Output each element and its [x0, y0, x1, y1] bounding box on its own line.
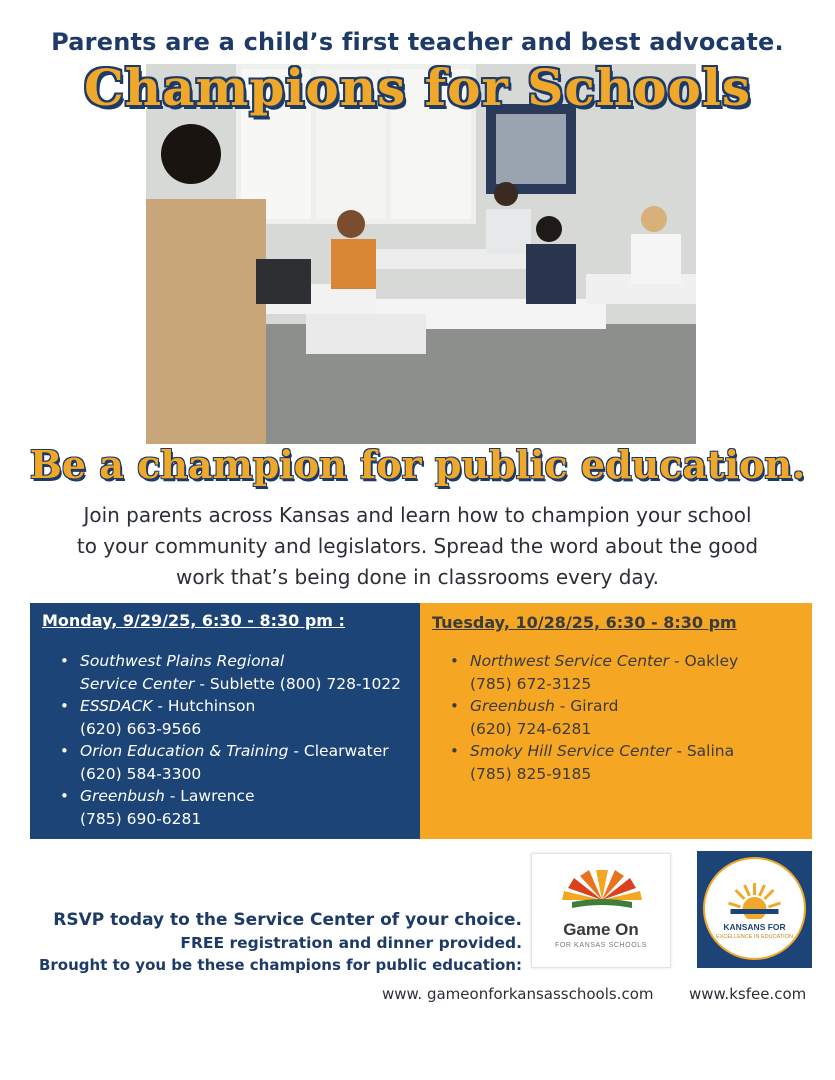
bullet-icon: • — [60, 787, 69, 805]
game-on-url[interactable]: www. gameonforkansasschools.com — [382, 985, 654, 1003]
bullet-icon: • — [450, 697, 459, 715]
venue-city: - Hutchinson — [152, 697, 256, 715]
venue-name: Smoky Hill Service Center — [470, 742, 672, 760]
bullet-icon: • — [450, 652, 459, 670]
venue-city: - Sublette — [194, 674, 275, 693]
venue-phone: (800) 728-1022 — [274, 674, 402, 693]
venue-name: Southwest Plains Regional — [80, 652, 285, 670]
venue-name: Service Center — [80, 674, 195, 693]
intro-line: Join parents across Kansas and learn how to champion your school — [83, 503, 752, 527]
bullet-icon: • — [60, 652, 69, 670]
venue-phone: (785) 825-9185 — [470, 764, 592, 783]
list-item — [58, 650, 408, 695]
venue-city: - Oakley — [669, 652, 739, 670]
venue-city: - Lawrence — [164, 787, 255, 805]
intro-line: work that’s being done in classrooms every day. — [176, 565, 659, 589]
list-item — [448, 650, 800, 695]
venue-city: - Girard — [554, 697, 619, 715]
list-item — [448, 695, 800, 740]
tuesday-session-panel — [420, 603, 812, 839]
venue-name: Greenbush — [470, 697, 555, 715]
list-item — [58, 695, 408, 740]
classroom-photo — [146, 64, 696, 444]
intro-paragraph — [40, 500, 795, 593]
sunflower-icon — [532, 854, 672, 924]
ksfee-url[interactable]: www.ksfee.com — [689, 985, 807, 1003]
headline: Champions for Schools — [83, 58, 752, 117]
rsvp-line: RSVP today to the Service Center of your choice. — [53, 910, 522, 930]
ksfee-subtitle: EXCELLENCE IN EDUCATION — [716, 934, 793, 940]
venue-name: Northwest Service Center — [470, 652, 670, 670]
game-on-logo — [531, 853, 671, 968]
session-title: Monday, 9/29/25, 6:30 - 8:30 pm : — [42, 611, 345, 630]
rsvp-line: Brought to you be these champions for public education: — [38, 956, 522, 974]
session-title: Tuesday, 10/28/25, 6:30 - 8:30 pm — [432, 613, 737, 632]
subheadline: Be a champion for public education. — [29, 442, 806, 487]
ksfee-logo — [697, 851, 812, 968]
venue-city: - Salina — [671, 742, 735, 760]
monday-session-panel — [30, 603, 420, 839]
bullet-icon: • — [60, 697, 69, 715]
venue-phone: (785) 672-3125 — [470, 674, 592, 693]
ksfee-name: KANSANS FOR — [723, 922, 786, 932]
ksfee-badge — [703, 857, 806, 960]
venue-name: Greenbush — [80, 787, 165, 805]
game-on-subtitle: FOR KANSAS SCHOOLS — [554, 942, 648, 949]
location-list — [42, 650, 408, 830]
game-on-name: Game On — [563, 920, 639, 939]
sun-icon — [705, 859, 804, 919]
session-panels — [30, 603, 812, 839]
list-item — [58, 785, 408, 830]
bullet-icon: • — [60, 742, 69, 760]
venue-phone: (620) 724-6281 — [470, 719, 592, 738]
list-item — [58, 740, 408, 785]
venue-phone: (785) 690-6281 — [80, 809, 202, 828]
intro-line: to your community and legislators. Spread the word about the good — [76, 534, 759, 558]
tagline: Parents are a child’s first teacher and best advocate. — [51, 28, 784, 56]
venue-phone: (620) 584-3300 — [80, 764, 202, 783]
list-item — [448, 740, 800, 785]
venue-phone: (620) 663-9566 — [80, 719, 202, 738]
rsvp-line: FREE registration and dinner provided. — [180, 934, 522, 952]
venue-name: ESSDACK — [80, 697, 153, 715]
bullet-icon: • — [450, 742, 459, 760]
venue-city: - Clearwater — [288, 742, 389, 760]
location-list — [432, 650, 800, 785]
venue-name: Orion Education & Training — [80, 742, 289, 760]
rsvp-block — [20, 908, 522, 976]
